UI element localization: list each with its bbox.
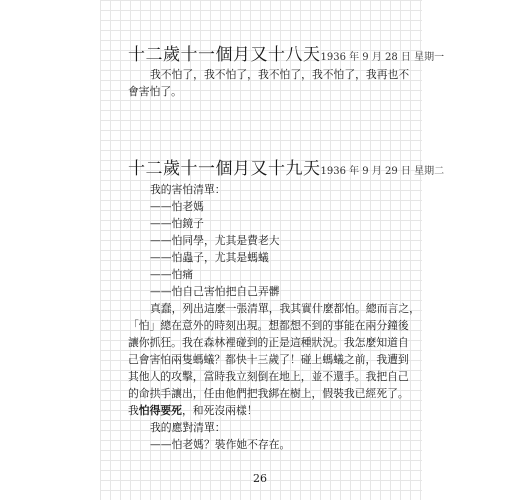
text-line: 其他人的攻擊，當時我立刻倒在地上，並不還手。我把自己: [128, 370, 409, 383]
entry-date: 1936 年 9 月 28 日 星期一: [320, 52, 445, 63]
entry-date: 1936 年 9 月 29 日 星期二: [320, 166, 445, 177]
entry-title: 十二歲十一個月又十九天: [128, 159, 321, 179]
list-item: ——怕老媽？裝作她不存在。: [150, 438, 291, 451]
text-line: 會害怕了。: [128, 85, 182, 98]
bold-text: 怕得要死: [138, 404, 182, 417]
text-line: 我的害怕清單：: [150, 183, 226, 196]
list-item: ——怕痛: [150, 268, 194, 281]
list-item: ——怕鏡子: [150, 217, 204, 230]
entry-header-2: [128, 154, 445, 179]
text-line: 我的應對清單：: [150, 421, 226, 434]
text-line: 讓你抓狂。我在森林裡碰到的正是這種狀況。我怎麼知道自: [128, 336, 409, 349]
emphasis-prefix: 我: [128, 404, 139, 417]
list-item: ——怕老媽: [150, 200, 204, 213]
emphasis-line: [128, 402, 398, 419]
emphasis-suffix: ，和死沒兩樣！: [181, 404, 258, 417]
entry-body-2: [128, 181, 420, 453]
entry-title: 十二歲十一個月又十八天: [128, 45, 321, 65]
list-item: ——怕蟲子，尤其是螞蟻: [150, 251, 269, 264]
text-line: 己會害怕兩隻螞蟻？都快十三歲了！碰上螞蟻之前，我遭到: [128, 353, 409, 366]
list-item: ——怕同學，尤其是費老大: [150, 234, 280, 247]
text-line: 真蠢，列出這麼一張清單，我其實什麼都怕。總而言之，: [150, 302, 420, 315]
text-line: 的命拱手讓出，任由他們把我綁在樹上，假裝我已經死了。: [128, 387, 409, 400]
text-line: 我不怕了，我不怕了，我不怕了，我不怕了，我再也不: [150, 68, 410, 81]
page-number: 26: [253, 472, 267, 485]
entry-header-1: [128, 40, 445, 65]
text-line: 「怕」總在意外的時刻出現。想都想不到的事能在兩分鐘後: [128, 319, 409, 332]
entry-body-1: [128, 66, 410, 100]
list-item: ——怕自己害怕把自己弄髒: [150, 285, 280, 298]
